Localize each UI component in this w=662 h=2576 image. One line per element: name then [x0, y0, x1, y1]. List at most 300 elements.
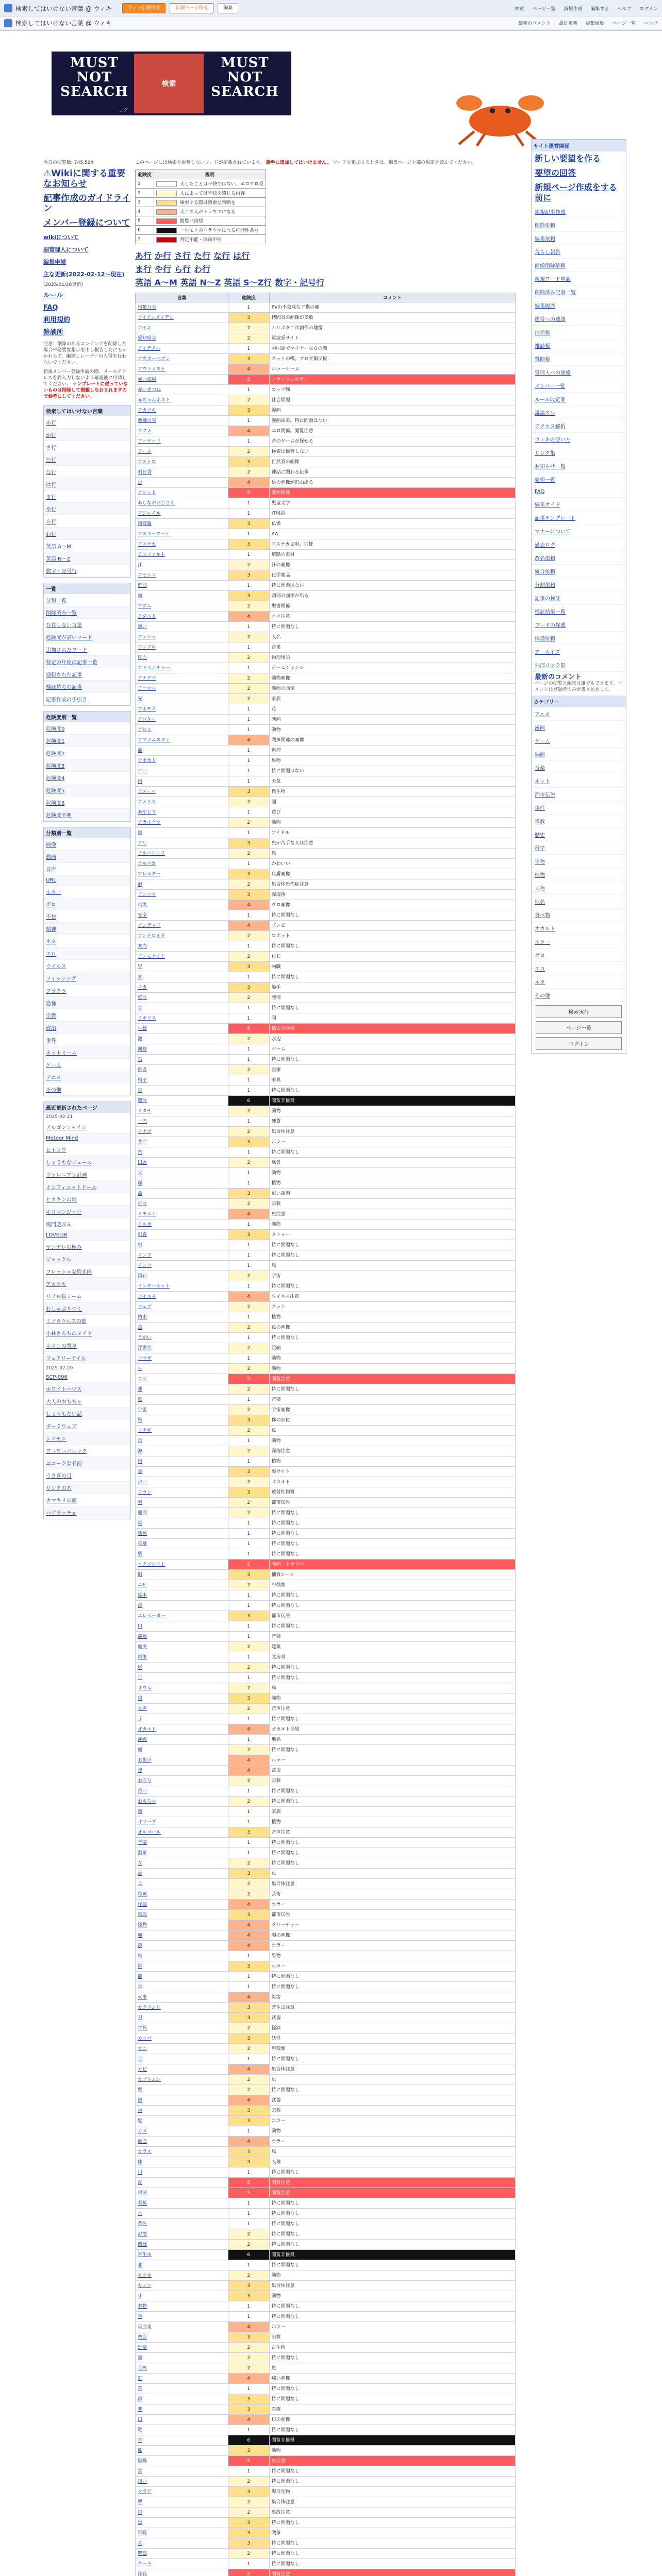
- genre-item[interactable]: URL: [44, 875, 130, 886]
- word-link[interactable]: アネモネ: [138, 706, 156, 712]
- kana-link[interactable]: な行: [213, 251, 230, 261]
- word-link[interactable]: アメリカ: [138, 799, 156, 805]
- genre-item[interactable]: 音声: [44, 863, 130, 875]
- word-link[interactable]: 命: [138, 1191, 143, 1196]
- genre-item[interactable]: アニメ: [44, 1071, 130, 1083]
- new-page-button[interactable]: 新規ページ作成: [170, 3, 213, 13]
- word-link[interactable]: あしながおじさん: [138, 500, 175, 506]
- important-link[interactable]: ⚠Wikiに関する重要なお知らせ: [43, 168, 125, 189]
- word-link[interactable]: イギリス: [138, 1015, 156, 1021]
- genre-item[interactable]: 宗教: [44, 1009, 130, 1022]
- word-link[interactable]: インターネット: [138, 1283, 170, 1289]
- list-item[interactable]: 存在しない言葉: [44, 619, 130, 631]
- word-link[interactable]: アストロ: [138, 459, 156, 465]
- recent-update-item[interactable]: キリマンジャロ: [44, 1206, 130, 1218]
- top-nav-link[interactable]: 新規作成: [564, 6, 583, 12]
- danger-level-item[interactable]: 危険度不明: [44, 809, 130, 821]
- word-link[interactable]: 看板: [138, 2200, 147, 2206]
- list-item[interactable]: 特定の年度の記事一覧: [44, 656, 130, 668]
- word-link[interactable]: オルゴール: [138, 1829, 161, 1835]
- word-link[interactable]: 首: [138, 2437, 143, 2443]
- list-item[interactable]: 検証待ちの記事: [44, 681, 130, 693]
- word-link[interactable]: オリーブ: [138, 1819, 156, 1825]
- word-link[interactable]: アジャイル: [138, 511, 161, 516]
- word-link[interactable]: 家: [138, 974, 143, 980]
- word-link[interactable]: 斧: [138, 1768, 143, 1773]
- word-link[interactable]: 刀: [138, 2015, 143, 2021]
- site-link[interactable]: 分割依頼: [532, 578, 626, 591]
- word-link[interactable]: ウナギ: [138, 1428, 152, 1433]
- word-link[interactable]: カッパ: [138, 2036, 152, 2041]
- word-link[interactable]: 火事: [138, 1994, 147, 2000]
- word-link[interactable]: 腕: [138, 1417, 143, 1423]
- word-link[interactable]: ウサギ: [138, 1355, 152, 1361]
- word-link[interactable]: 顔: [138, 1933, 143, 1938]
- word-link[interactable]: 警察: [138, 2551, 147, 2556]
- recent-update-item[interactable]: ワニワニパニック: [44, 1445, 130, 1457]
- word-link[interactable]: アンコウ: [138, 892, 156, 897]
- word-link[interactable]: イカ: [138, 985, 147, 990]
- category-link[interactable]: 映画: [532, 748, 626, 761]
- word-link[interactable]: 狼: [138, 1696, 143, 1701]
- word-link[interactable]: 英雄: [138, 1541, 147, 1547]
- category-link[interactable]: 都市伝説: [532, 788, 626, 801]
- word-link[interactable]: アダム: [138, 603, 152, 609]
- word-link[interactable]: アース: [138, 449, 152, 454]
- word-link[interactable]: 北: [138, 2262, 143, 2268]
- word-link[interactable]: エレベーター: [138, 1613, 166, 1619]
- recent-update-item[interactable]: カマキリの顔: [44, 1494, 130, 1506]
- danger-level-item[interactable]: 危険度3: [44, 759, 130, 772]
- site-link[interactable]: 編集依頼: [532, 232, 626, 245]
- word-link[interactable]: 桶: [138, 1747, 143, 1753]
- word-link[interactable]: 遺体: [138, 1098, 147, 1104]
- recent-update-item[interactable]: フェアリーテイル: [44, 1352, 130, 1364]
- word-link[interactable]: アレルギー: [138, 871, 161, 877]
- word-link[interactable]: 熊: [138, 2448, 143, 2453]
- word-link[interactable]: 怒り: [138, 995, 147, 1001]
- word-link[interactable]: 刺青: [138, 1232, 147, 1238]
- word-link[interactable]: アッシュ: [138, 634, 156, 640]
- word-link[interactable]: ウラン: [138, 1489, 152, 1495]
- site-link[interactable]: 掲示板: [532, 326, 626, 339]
- list-item[interactable]: 削除済み一覧: [44, 606, 130, 619]
- danger-level-item[interactable]: 危険度5: [44, 784, 130, 796]
- genre-item[interactable]: ゲーム: [44, 1059, 130, 1071]
- word-link[interactable]: 恐竜: [138, 2345, 147, 2350]
- site-link[interactable]: リンク集: [532, 446, 626, 460]
- genre-item[interactable]: 恐怖: [44, 997, 130, 1009]
- recent-update-item[interactable]: ヒカキンの歌: [44, 1193, 130, 1206]
- word-link[interactable]: イチゴ: [138, 1129, 152, 1134]
- site-link[interactable]: 荒らし報告: [532, 245, 626, 259]
- latest-comments-title[interactable]: 最新のコメント: [535, 673, 582, 681]
- recent-update-item[interactable]: うさぎの目: [44, 1469, 130, 1482]
- word-link[interactable]: アヒル: [138, 727, 152, 733]
- category-link[interactable]: 科学: [532, 841, 626, 855]
- word-link[interactable]: 嵐: [138, 830, 143, 836]
- category-link[interactable]: 地名: [532, 895, 626, 908]
- category-link[interactable]: グロ: [532, 948, 626, 962]
- category-link[interactable]: ホラー: [532, 935, 626, 948]
- word-link[interactable]: 怪物: [138, 1922, 147, 1928]
- login-button[interactable]: ログイン: [536, 1037, 622, 1050]
- word-link[interactable]: 絵: [138, 1520, 143, 1526]
- word-link[interactable]: 栗: [138, 2499, 143, 2505]
- word-link[interactable]: アイコ: [138, 325, 151, 331]
- kana-index-item[interactable]: 数字・記号行: [44, 565, 130, 577]
- genre-item[interactable]: 不快: [44, 910, 130, 923]
- word-link[interactable]: 囲碁: [138, 1046, 147, 1052]
- word-link[interactable]: 医者: [138, 1067, 147, 1073]
- word-link[interactable]: アウターヘブン: [138, 356, 170, 362]
- word-link[interactable]: 阿修羅: [138, 521, 152, 527]
- word-link[interactable]: アップル: [138, 645, 156, 650]
- word-link[interactable]: 映画: [138, 1531, 147, 1536]
- kana-link[interactable]: さ行: [174, 251, 191, 261]
- genre-item[interactable]: ホラー: [44, 886, 130, 898]
- word-link[interactable]: あやとり: [138, 809, 157, 815]
- kana-link[interactable]: 英語 N～Z: [180, 278, 221, 287]
- word-link[interactable]: 川: [138, 2170, 143, 2175]
- category-link[interactable]: 植物: [532, 868, 626, 882]
- list-item[interactable]: 分類一覧: [44, 594, 130, 606]
- top-nav-link[interactable]: 検索: [515, 6, 524, 12]
- kana-index-item[interactable]: あ行: [44, 416, 130, 429]
- recent-update-item[interactable]: むしゃぶりつく: [44, 1302, 130, 1315]
- genre-item[interactable]: エロ: [44, 947, 130, 960]
- word-link[interactable]: インコ: [138, 1263, 152, 1268]
- kana-link[interactable]: た行: [194, 251, 211, 261]
- word-link[interactable]: おもちゃ: [138, 1799, 157, 1804]
- word-link[interactable]: ウジ: [138, 1376, 147, 1382]
- genre-item[interactable]: 動画: [44, 851, 130, 863]
- danger-level-item[interactable]: 危険度6: [44, 796, 130, 809]
- category-link[interactable]: エロ: [532, 962, 626, 975]
- word-link[interactable]: イタチ: [138, 1108, 152, 1114]
- recent-update-item[interactable]: 大人のおもちゃ: [44, 1395, 130, 1408]
- word-link[interactable]: 毛: [138, 2540, 143, 2546]
- word-link[interactable]: アバター: [138, 717, 156, 722]
- kana-index-item[interactable]: 英語 N～Z: [44, 552, 130, 565]
- top-nav-link-secondary[interactable]: 最新のコメント: [518, 21, 551, 26]
- word-link[interactable]: アメーバ: [138, 789, 156, 794]
- featured-link[interactable]: 新規ページ作成をする前に: [535, 182, 617, 202]
- site-link[interactable]: FAQ: [532, 486, 626, 498]
- word-link[interactable]: 生贄: [138, 1026, 147, 1031]
- word-link[interactable]: 汗: [138, 562, 143, 568]
- word-link[interactable]: 丘: [138, 1716, 143, 1722]
- site-link[interactable]: 統合依頼: [532, 565, 626, 578]
- edit-button[interactable]: 編集: [218, 3, 238, 13]
- word-link[interactable]: 絵本: [138, 1592, 147, 1598]
- site-link[interactable]: 運営への連絡: [532, 312, 626, 326]
- kana-link[interactable]: ま行: [135, 264, 152, 274]
- word-link[interactable]: アンドロイド: [138, 933, 166, 939]
- word-link[interactable]: 金魚: [138, 2365, 147, 2371]
- word-link[interactable]: 温泉: [138, 1850, 147, 1856]
- category-link[interactable]: ネット: [532, 774, 626, 788]
- genre-item[interactable]: 精神: [44, 923, 130, 935]
- word-link[interactable]: 釘: [138, 2376, 143, 2381]
- kana-link[interactable]: 数字・記号行: [275, 278, 325, 287]
- word-link[interactable]: 明日香: [138, 469, 152, 475]
- site-link[interactable]: ルール改定案: [532, 393, 626, 406]
- word-link[interactable]: ウイルス: [138, 1294, 156, 1299]
- word-link[interactable]: 車: [138, 2510, 143, 2515]
- word-link[interactable]: 口: [138, 2417, 143, 2422]
- word-link[interactable]: アルバトロス: [138, 851, 165, 856]
- word-link[interactable]: 足: [138, 480, 143, 485]
- word-link[interactable]: 重い: [138, 1788, 147, 1794]
- recent-update-item[interactable]: シナモン: [44, 1432, 130, 1445]
- recent-update-item[interactable]: ヴァレニアン計画: [44, 1168, 130, 1181]
- recent-update-item[interactable]: しょうもなジュース: [44, 1156, 130, 1168]
- word-link[interactable]: 仮面: [138, 2139, 147, 2144]
- kana-link[interactable]: や行: [155, 264, 172, 274]
- word-link[interactable]: アニマル: [138, 686, 156, 691]
- site-link[interactable]: 削除依頼: [532, 218, 626, 232]
- kana-link[interactable]: 英語 S～Z行: [224, 278, 272, 287]
- word-link[interactable]: 学校: [138, 2025, 147, 2031]
- word-link[interactable]: 大声: [138, 1706, 147, 1711]
- word-link[interactable]: イルカ: [138, 1222, 152, 1227]
- top-nav-link[interactable]: ページ一覧: [532, 6, 556, 12]
- word-link[interactable]: 鉛筆: [138, 1654, 147, 1660]
- kana-index-item[interactable]: さ行: [44, 441, 130, 453]
- word-link[interactable]: 貝: [138, 1881, 143, 1887]
- word-link[interactable]: 運命: [138, 1510, 147, 1516]
- word-link[interactable]: アボカド: [138, 758, 157, 764]
- word-link[interactable]: 息: [138, 1005, 143, 1011]
- genre-item[interactable]: フィッシング: [44, 972, 130, 985]
- word-link[interactable]: アカツキ: [138, 408, 156, 413]
- word-link[interactable]: ウェブ: [138, 1304, 152, 1310]
- site-link[interactable]: 新規記事作成: [532, 205, 626, 218]
- info-link[interactable]: 主な更新(2022-02-12～現在): [43, 271, 125, 278]
- word-link[interactable]: 草: [138, 2386, 143, 2392]
- site-link[interactable]: 記事テンプレート: [532, 511, 626, 524]
- recent-update-item[interactable]: LOVELIB: [44, 1230, 130, 1241]
- word-link[interactable]: アーケード: [138, 438, 161, 444]
- word-link[interactable]: 黒: [138, 2520, 143, 2526]
- kana-index-item[interactable]: か行: [44, 429, 130, 441]
- site-banner[interactable]: [52, 52, 291, 115]
- word-link[interactable]: 音楽: [138, 1840, 147, 1845]
- word-link[interactable]: 髪: [138, 2118, 143, 2124]
- word-link[interactable]: 植木: [138, 1314, 147, 1320]
- category-link[interactable]: 食べ物: [532, 908, 626, 922]
- word-link[interactable]: 梅: [138, 1459, 143, 1464]
- word-link[interactable]: 黄色: [138, 2221, 147, 2227]
- site-link[interactable]: 質問板: [532, 352, 626, 366]
- site-link[interactable]: 改名依頼: [532, 551, 626, 565]
- word-link[interactable]: 噂: [138, 1500, 143, 1505]
- word-link[interactable]: 椅子: [138, 1077, 147, 1083]
- word-link[interactable]: アンモナイト: [138, 954, 166, 959]
- recent-update-item[interactable]: ホワイトハウス: [44, 1383, 130, 1395]
- word-link[interactable]: アスファルト: [138, 552, 166, 557]
- genre-item[interactable]: ネタ: [44, 935, 130, 947]
- word-link[interactable]: 祈り: [138, 1201, 147, 1207]
- top-nav-link-secondary[interactable]: ヘルプ: [643, 21, 658, 26]
- category-link[interactable]: ネタ: [532, 975, 626, 989]
- word-link[interactable]: 柿: [138, 1953, 143, 1959]
- word-link[interactable]: 体: [138, 2159, 143, 2165]
- word-link[interactable]: 皮: [138, 2180, 143, 2185]
- word-link[interactable]: アンデッド: [138, 923, 161, 928]
- recent-update-item[interactable]: SCP-096: [44, 1372, 130, 1383]
- word-link[interactable]: イモムシ: [138, 1211, 157, 1217]
- word-link[interactable]: 赤いきつね: [138, 387, 161, 393]
- word-link[interactable]: 餌: [138, 1572, 143, 1578]
- word-link[interactable]: 金: [138, 2056, 143, 2062]
- word-link[interactable]: 泡: [138, 882, 143, 887]
- site-link[interactable]: 保護依頼: [532, 632, 626, 645]
- word-link[interactable]: カビ: [138, 2066, 147, 2072]
- recent-update-item[interactable]: 小林さんちのメイド: [44, 1327, 130, 1340]
- word-link[interactable]: 暗い: [138, 2479, 147, 2484]
- misc-link[interactable]: ルール: [43, 292, 63, 299]
- word-link[interactable]: 駅: [138, 1551, 143, 1557]
- word-link[interactable]: 相葉万衣: [138, 304, 157, 310]
- genre-item[interactable]: グロ: [44, 898, 130, 910]
- word-link[interactable]: アイデアル: [138, 346, 160, 351]
- list-item[interactable]: 危険度が高いワード: [44, 631, 130, 643]
- recent-update-item[interactable]: アカツキ: [44, 1278, 130, 1290]
- kana-link[interactable]: ら行: [174, 264, 191, 274]
- top-nav-link-secondary[interactable]: 最近更新: [559, 21, 578, 26]
- kana-index-item[interactable]: ま行: [44, 490, 130, 503]
- word-link[interactable]: お守り: [138, 1778, 152, 1784]
- word-link[interactable]: 油: [138, 748, 143, 753]
- recent-update-item[interactable]: ジャックル: [44, 1253, 130, 1265]
- word-link[interactable]: 浮世絵: [138, 1345, 152, 1351]
- word-link[interactable]: 石: [138, 1057, 143, 1062]
- word-link[interactable]: 牛: [138, 1366, 143, 1371]
- word-link[interactable]: 暗黒: [138, 902, 147, 908]
- recent-update-item[interactable]: ダークウェブ: [44, 1420, 130, 1432]
- word-link[interactable]: オカルト: [138, 1726, 156, 1732]
- word-link[interactable]: アスキーアート: [138, 531, 170, 537]
- word-link[interactable]: カニ: [138, 2046, 147, 2052]
- site-title-secondary[interactable]: 検索してはいけない言葉 @ ウィキ: [15, 20, 112, 27]
- word-link[interactable]: 神: [138, 2108, 143, 2113]
- word-link[interactable]: ケーキ: [138, 2561, 152, 2567]
- word-link[interactable]: キツネ: [138, 2273, 152, 2278]
- word-link[interactable]: 演歌: [138, 1634, 147, 1639]
- word-link[interactable]: 沖縄: [138, 1737, 147, 1742]
- word-link[interactable]: 隕石: [138, 1273, 147, 1279]
- site-link[interactable]: アーカイブ: [532, 645, 626, 658]
- site-link[interactable]: 記事の検証: [532, 591, 626, 605]
- word-link[interactable]: アナグマ: [138, 675, 156, 681]
- word-link[interactable]: 襟: [138, 1603, 143, 1608]
- word-link[interactable]: 鏡: [138, 1943, 143, 1948]
- kana-index-item[interactable]: は行: [44, 478, 130, 490]
- recent-update-item[interactable]: ヒトコワ: [44, 1144, 130, 1156]
- word-link[interactable]: 怪談: [138, 1902, 147, 1907]
- word-link[interactable]: 円: [138, 1623, 143, 1629]
- word-link[interactable]: 安全: [138, 912, 147, 918]
- top-nav-link[interactable]: ログイン: [639, 6, 658, 12]
- recent-update-item[interactable]: アルゴンシャイン: [44, 1121, 130, 1133]
- site-title[interactable]: 検索してはいけない言葉 @ ウィキ: [15, 5, 112, 12]
- category-link[interactable]: ゲーム: [532, 734, 626, 748]
- recent-update-item[interactable]: 鳴門遊ぶん: [44, 1218, 130, 1230]
- word-link[interactable]: 蚊: [138, 1871, 143, 1876]
- word-link[interactable]: 霧: [138, 2355, 143, 2361]
- word-link[interactable]: 蜘蛛: [138, 2458, 147, 2464]
- word-link[interactable]: 薬: [138, 2406, 143, 2412]
- word-link[interactable]: 女: [138, 1860, 143, 1866]
- word-link[interactable]: 岩: [138, 1242, 143, 1248]
- genre-item[interactable]: その他: [44, 1083, 130, 1096]
- word-link[interactable]: 牙: [138, 2293, 143, 2299]
- word-link[interactable]: 木: [138, 2211, 143, 2216]
- list-item[interactable]: 記事作成の手引き: [44, 693, 130, 705]
- word-link[interactable]: 鎌: [138, 2097, 143, 2103]
- category-link[interactable]: その他: [532, 989, 626, 1002]
- info-link[interactable]: wikiについて: [43, 234, 79, 241]
- word-link[interactable]: 影: [138, 1963, 143, 1969]
- list-item[interactable]: 追加されたワード: [44, 643, 130, 656]
- category-link[interactable]: オカルト: [532, 922, 626, 935]
- word-link[interactable]: アウトラスト: [138, 366, 166, 372]
- genre-item[interactable]: ネットミーム: [44, 1046, 130, 1059]
- word-link[interactable]: クラゲ: [138, 2489, 152, 2495]
- site-link[interactable]: 検証結果一覧: [532, 605, 626, 618]
- word-link[interactable]: アセトン: [138, 572, 156, 578]
- site-link[interactable]: 削除済み記事一覧: [532, 285, 626, 299]
- genre-item[interactable]: 画像: [44, 838, 130, 851]
- top-nav-link[interactable]: ヘルプ: [617, 6, 632, 12]
- word-link[interactable]: 鎖: [138, 2396, 143, 2402]
- site-link[interactable]: 議論スレ: [532, 406, 626, 419]
- kana-link[interactable]: わ行: [194, 264, 211, 274]
- recent-update-item[interactable]: リアル猫ミーム: [44, 1290, 130, 1302]
- word-link[interactable]: 雲: [138, 2468, 143, 2474]
- word-link[interactable]: アステカ: [138, 541, 156, 547]
- word-link[interactable]: 案内: [138, 943, 147, 949]
- danger-level-item[interactable]: 危険度4: [44, 772, 130, 784]
- word-link[interactable]: アライグマ: [138, 820, 161, 825]
- word-link[interactable]: 寄生虫: [138, 2252, 152, 2258]
- word-link[interactable]: 胃: [138, 964, 143, 970]
- word-link[interactable]: アドベンチャー: [138, 665, 170, 671]
- word-link[interactable]: 圧力: [138, 655, 147, 660]
- kana-index-item[interactable]: な行: [44, 466, 130, 478]
- word-link[interactable]: エビ: [138, 1582, 147, 1588]
- site-link[interactable]: マナーについて: [532, 524, 626, 538]
- word-link[interactable]: 愛知県会: [138, 335, 157, 341]
- site-link[interactable]: ウィキの使い方: [532, 433, 626, 446]
- word-link[interactable]: 泉: [138, 1088, 143, 1093]
- kana-link[interactable]: か行: [155, 251, 172, 261]
- info-link[interactable]: 編集申請: [43, 259, 66, 265]
- word-link[interactable]: カブトムシ: [138, 2077, 161, 2082]
- kana-index-item[interactable]: 英語 A～M: [44, 540, 130, 552]
- danger-level-item[interactable]: 危険度0: [44, 722, 130, 735]
- featured-link[interactable]: 新しい要望を作る: [535, 154, 601, 163]
- create-wiki-button[interactable]: ウィキ新規作成: [122, 3, 166, 13]
- word-link[interactable]: 絵画: [138, 1891, 147, 1897]
- word-link[interactable]: 犬: [138, 1170, 143, 1176]
- kana-index-item[interactable]: ら行: [44, 515, 130, 528]
- word-link[interactable]: 機械: [138, 2242, 147, 2247]
- word-link[interactable]: インク: [138, 1252, 152, 1258]
- kana-link[interactable]: あ行: [135, 251, 152, 261]
